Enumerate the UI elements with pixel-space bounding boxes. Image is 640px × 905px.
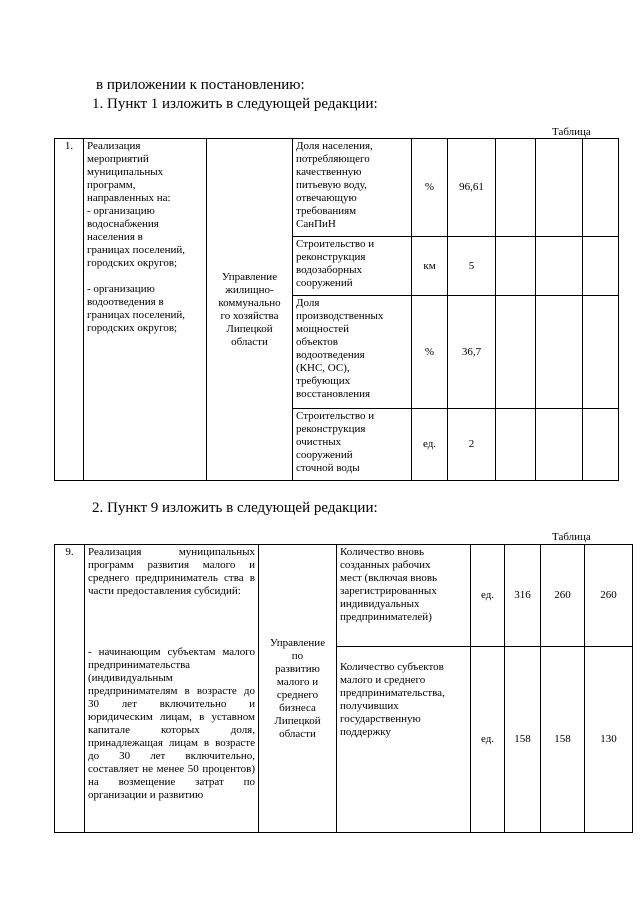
table2-unit: ед.	[471, 545, 505, 647]
table1-indicator: Доля производственных мощностей объектов водоотведения (КНС, ОС), требующих восстановления	[293, 296, 412, 409]
table1-empty-cell	[583, 296, 619, 409]
table1-unit: %	[412, 296, 448, 409]
table1-unit: %	[412, 139, 448, 237]
table2-row-number: 9.	[55, 545, 85, 833]
table1-empty-cell	[496, 237, 536, 296]
table1-unit: ед.	[412, 409, 448, 481]
table2-value: 158	[505, 647, 541, 833]
table1-empty-cell	[536, 409, 583, 481]
table2-caption: Таблица	[552, 531, 591, 543]
table2-value: 158	[541, 647, 585, 833]
table1-empty-cell	[536, 139, 583, 237]
table1	[54, 138, 619, 481]
table2-indicator: Количество субъектов малого и среднего предпринимательства, получивших государственную поддержку	[337, 647, 471, 833]
table2-value: 260	[585, 545, 633, 647]
table1-row	[55, 139, 619, 237]
table1-empty-cell	[583, 409, 619, 481]
table1-value: 2	[448, 409, 496, 481]
table2-activity-detail: - начинающим субъектам малого предпринимательства (индивидуальным предпринимателям в возрасте до 30 лет включительно и юридическим лицам, в уставном капитале которых доля, принадлежащая лицам в возрасте до 30 лет включительно, составляет не менее 50 процентов) на возмещение затрат по организации и развитию	[88, 646, 255, 801]
table1-activity: Реализация мероприятий муниципальных программ, направленных на: - организацию водоснабжения населения в границах поселений, городских округов; - организацию водоотведения в границах поселений, городских округов;	[84, 139, 207, 481]
table2-activity	[85, 545, 259, 833]
table1-empty-cell	[496, 296, 536, 409]
section2-heading: 2. Пункт 9 изложить в следующей редакции:	[92, 500, 378, 516]
table1-empty-cell	[496, 409, 536, 481]
table1-empty-cell	[583, 237, 619, 296]
table2-value: 316	[505, 545, 541, 647]
table2	[54, 544, 633, 833]
table1-indicator: Доля населения, потребляющего качественную питьевую воду, отвечающую требованиям СанПиН	[293, 139, 412, 237]
table2-indicator: Количество вновь созданных рабочих мест (включая вновь зарегистрированных индивидуальных предпринимателей)	[337, 545, 471, 647]
table2-value: 130	[585, 647, 633, 833]
table1-caption: Таблица	[552, 126, 591, 138]
intro-line: в приложении к постановлению:	[96, 77, 305, 93]
table2-unit: ед.	[471, 647, 505, 833]
table1-empty-cell	[536, 296, 583, 409]
section1-heading: 1. Пункт 1 изложить в следующей редакции:	[92, 96, 378, 112]
table1-empty-cell	[583, 139, 619, 237]
table2-executor: Управление по развитию малого и среднего бизнеса Липецкой области	[259, 545, 337, 833]
table1-empty-cell	[496, 139, 536, 237]
table2-activity-intro: Реализация муниципальных программ развития малого и среднего предприниматель ства в части предоставления субсидий:	[88, 546, 255, 597]
table1-executor: Управление жилищно- коммунально го хозяйства Липецкой области	[207, 139, 293, 481]
table1-row-number: 1.	[55, 139, 84, 481]
table2-row	[55, 545, 633, 647]
table2-value: 260	[541, 545, 585, 647]
table1-empty-cell	[536, 237, 583, 296]
table1-unit: км	[412, 237, 448, 296]
table1-value: 36,7	[448, 296, 496, 409]
table1-value: 5	[448, 237, 496, 296]
table1-value: 96,61	[448, 139, 496, 237]
table1-indicator: Строительство и реконструкция водозаборных сооружений	[293, 237, 412, 296]
table1-indicator: Строительство и реконструкция очистных сооружений сточной воды	[293, 409, 412, 481]
